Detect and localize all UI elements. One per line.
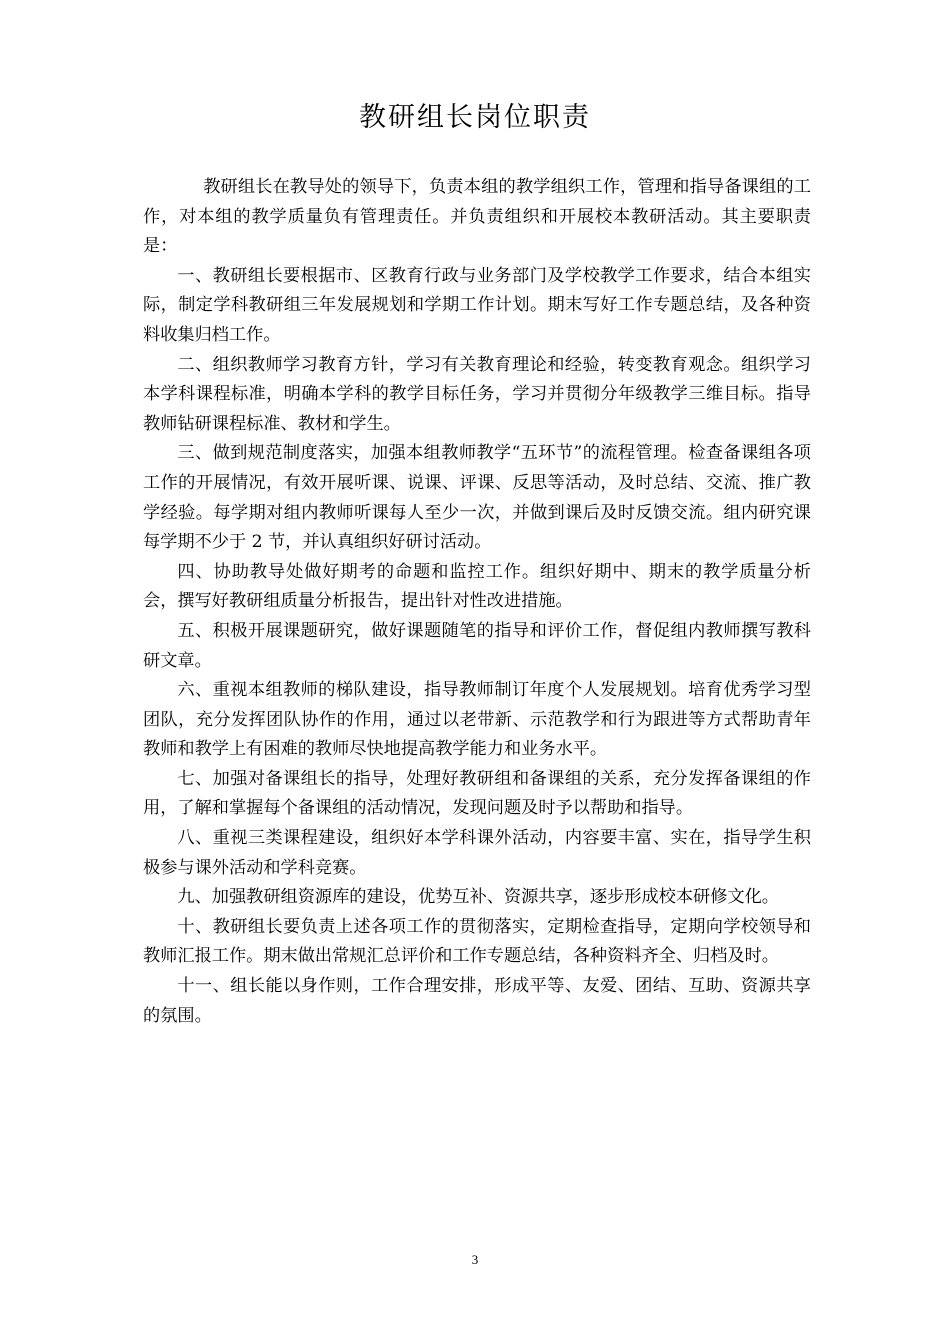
duty-item-5: 五、积极开展课题研究，做好课题随笔的指导和评价工作，督促组内教师撰写教科研文章。 [143,620,811,671]
document-title: 教研组长岗位职责 [359,102,591,133]
duty-item-11: 十一、组长能以身作则，工作合理安排，形成平等、友爱、团结、互助、资源共享的氛围。 [143,976,811,1026]
intro-paragraph: 教研组长在教导处的领导下，负责本组的教学组织工作，管理和指导备课组的工作，对本组的教学质量负有管理责任。并负责组织和开展校本教研活动。其主要职责是： [143,177,811,257]
duty-item-3: 三、做到规范制度落实，加强本组教师教学“五环节”的流程管理。检查备课组各项工作的开展情况，有效开展听课、说课、评课、反思等活动，及时总结、交流、推广教学经验。每学期对组内教师听课每人至少一次，并做到课后及时反馈交流。组内研究课每学期不少于 2 节，并认真组织好研讨活动。 [143,443,811,553]
page-number: 3 [471,1252,479,1267]
duty-item-2: 二、组织教师学习教育方针，学习有关教育理论和经验，转变教育观念。组织学习本学科课程标准，明确本学科的教学目标任务，学习并贯彻分年级教学三维目标。指导教师钻研课程标准、教材和学生。 [143,354,811,434]
duty-item-4: 四、协助教导处做好期考的命题和监控工作。组织好期中、期末的教学质量分析会，撰写好教研组质量分析报告，提出针对性改进措施。 [143,561,811,612]
duty-item-6: 六、重视本组教师的梯队建设，指导教师制订年度个人发展规划。培育优秀学习型团队，充分发挥团队协作的作用，通过以老带新、示范教学和行为跟进等方式帮助青年教师和教学上有困难的教师尽快地提高教学能力和业务水平。 [143,680,811,760]
duty-item-1: 一、教研组长要根据市、区教育行政与业务部门及学校教学工作要求，结合本组实际，制定学科教研组三年发展规划和学期工作计划。期末写好工作专题总结，及各种资料收集归档工作。 [143,265,811,345]
document-body [143,173,811,1031]
duty-item-9: 九、加强教研组资源库的建设，优势互补、资源共享，逐步形成校本研修文化。 [177,887,779,908]
duty-item-7: 七、加强对备课组长的指导，处理好教研组和备课组的关系，充分发挥备课组的作用，了解和掌握每个备课组的活动情况，发现问题及时予以帮助和指导。 [143,768,811,819]
duty-item-8: 八、重视三类课程建设，组织好本学科课外活动，内容要丰富、实在，指导学生积极参与课外活动和学科竞赛。 [143,828,811,878]
duty-item-10: 十、教研组长要负责上述各项工作的贯彻落实，定期检查指导，定期向学校领导和教师汇报工作。期末做出常规汇总评价和工作专题总结，各种资料齐全、归档及时。 [143,916,811,967]
